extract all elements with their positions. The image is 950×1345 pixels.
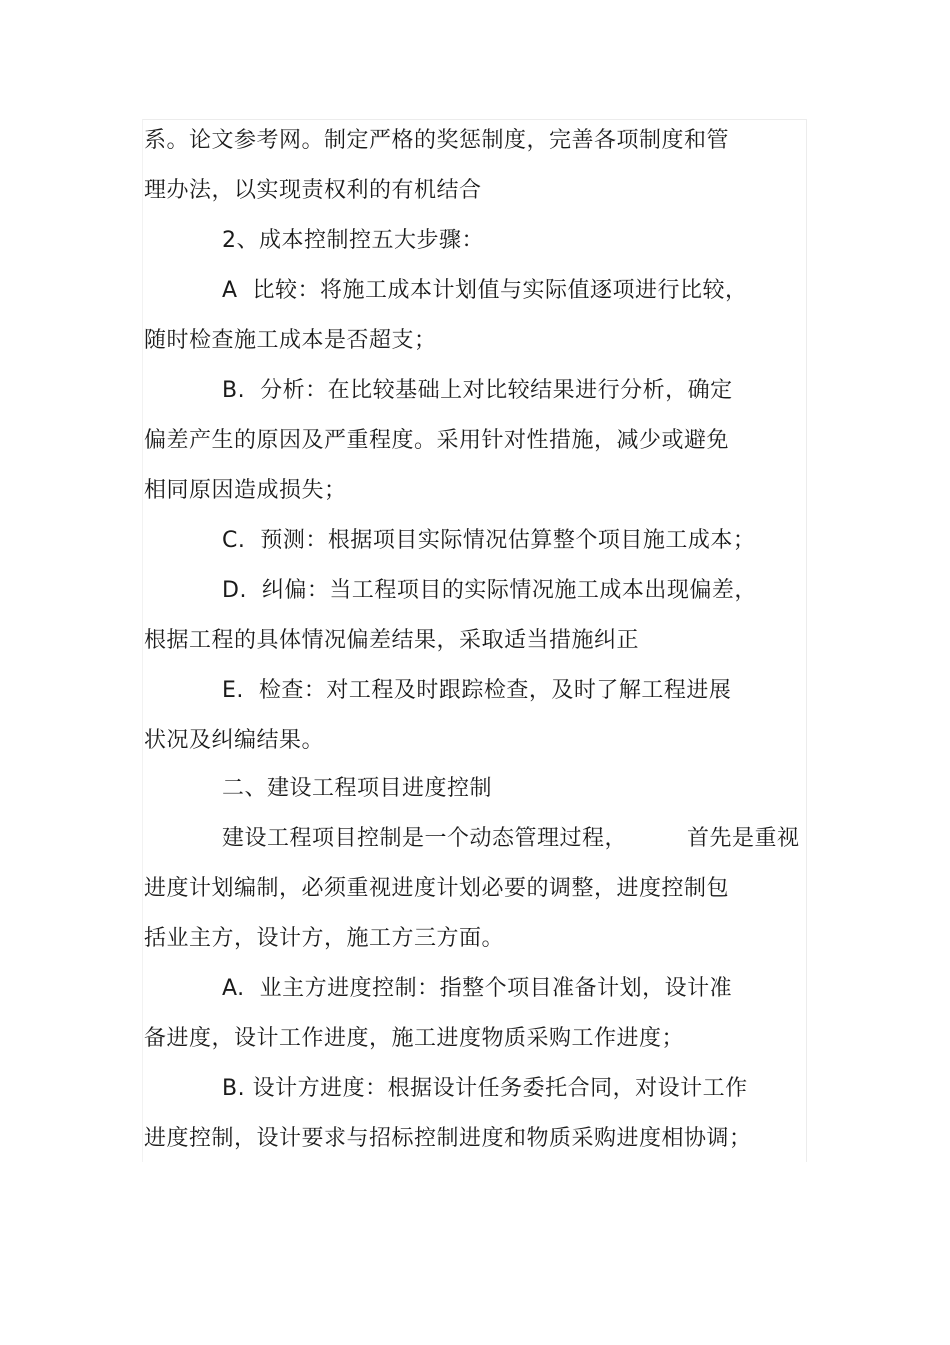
text-line: 备进度，设计工作进度，施工进度物质采购工作进度； bbox=[144, 1026, 685, 1051]
text-line: 偏差产生的原因及严重程度。采用针对性措施，减少或避免 bbox=[144, 428, 730, 453]
text-line: 状况及纠编结果。 bbox=[144, 728, 325, 753]
list-item-a: A 比较：将施工成本计划值与实际值逐项进行比较， bbox=[222, 278, 748, 303]
text-line: 系。论文参考网。制定严格的奖惩制度，完善各项制度和管 bbox=[144, 128, 730, 153]
section-heading: 2、成本控制控五大步骤： bbox=[222, 228, 484, 253]
paragraph-start: 建设工程项目控制是一个动态管理过程， 首先是重视 bbox=[222, 826, 800, 851]
text-line: 相同原因造成损失； bbox=[144, 478, 347, 503]
list-item-a: A. 业主方进度控制：指整个项目准备计划，设计准 bbox=[222, 976, 733, 1001]
list-item-b: B. 分析：在比较基础上对比较结果进行分析，确定 bbox=[222, 378, 733, 403]
text-line: 随时检查施工成本是否超支； bbox=[144, 328, 437, 353]
text-line: 括业主方，设计方，施工方三方面。 bbox=[144, 926, 505, 951]
text-line: 理办法，以实现责权利的有机结合 bbox=[144, 178, 482, 203]
list-item-d: D. 纠偏：当工程项目的实际情况施工成本出现偏差， bbox=[222, 578, 757, 603]
list-item-b: B. 设计方进度：根据设计任务委托合同，对设计工作 bbox=[222, 1076, 748, 1101]
list-item-e: E. 检查：对工程及时跟踪检查，及时了解工程进展 bbox=[222, 678, 732, 703]
text-line: 进度计划编制，必须重视进度计划必要的调整，进度控制包 bbox=[144, 876, 730, 901]
text-line: 根据工程的具体情况偏差结果，采取适当措施纠正 bbox=[144, 628, 640, 653]
text-line: 进度控制，设计要求与招标控制进度和物质采购进度相协调； bbox=[144, 1126, 752, 1151]
list-item-c: C. 预测：根据项目实际情况估算整个项目施工成本； bbox=[222, 528, 756, 553]
section-heading: 二、建设工程项目进度控制 bbox=[222, 776, 493, 801]
